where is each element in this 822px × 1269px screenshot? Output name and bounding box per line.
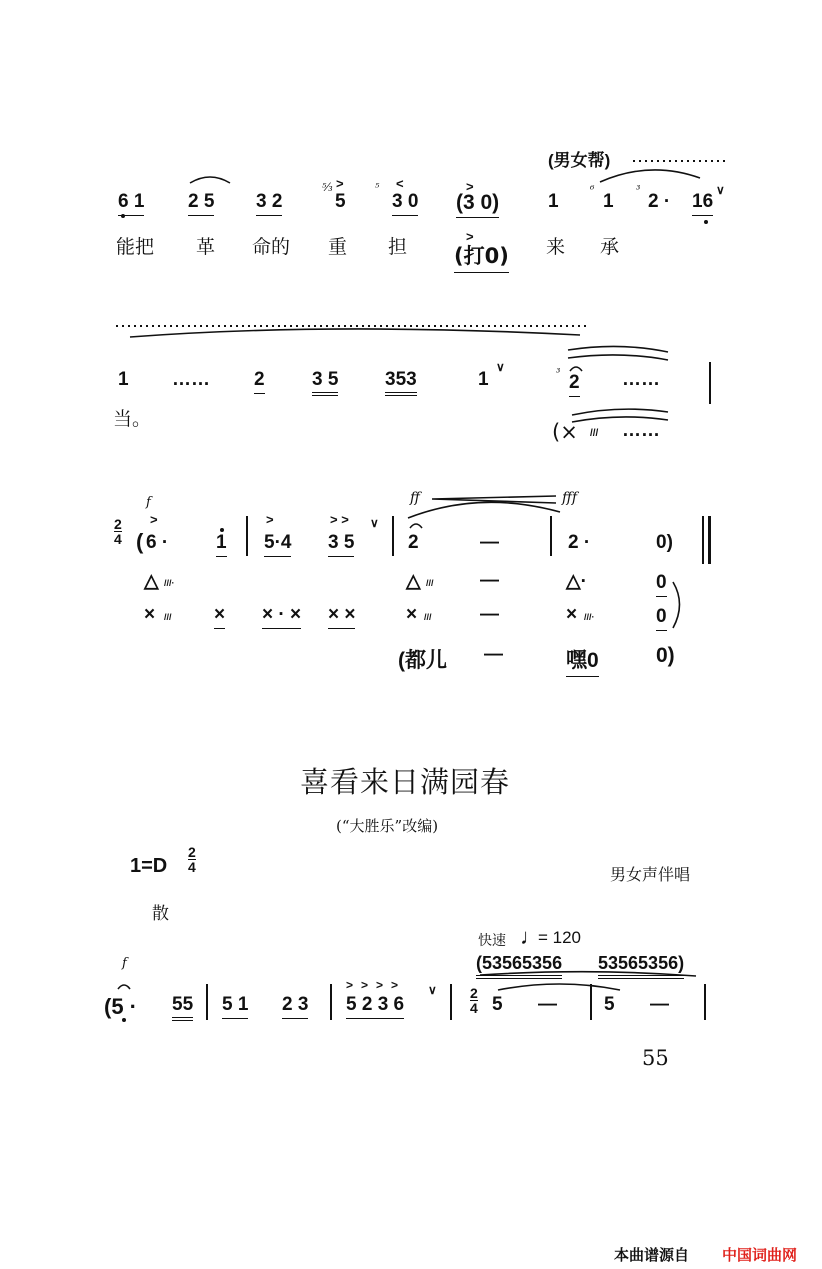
performer-label: 男女声伴唱 bbox=[610, 865, 691, 884]
dynamic-mark: ff bbox=[410, 490, 420, 506]
note-group: 1 bbox=[548, 191, 559, 212]
perc-note: — bbox=[480, 570, 499, 591]
dynamic-mark: fff bbox=[562, 490, 578, 506]
perc-note: × bbox=[406, 604, 418, 625]
song-subtitle: (“大胜乐”改编) bbox=[336, 817, 439, 835]
note-group: — bbox=[480, 532, 499, 553]
perc-mark: (× bbox=[552, 420, 578, 444]
lyric: 担 bbox=[388, 236, 408, 258]
breath-mark: ∨ bbox=[428, 983, 437, 997]
grace-mark: ⁵ bbox=[375, 181, 380, 194]
lyric: 革 bbox=[196, 236, 216, 258]
fermata-mark bbox=[410, 524, 422, 528]
tremolo-mark: ///· bbox=[164, 578, 175, 588]
bar-line bbox=[246, 516, 248, 556]
breath-mark: ∨ bbox=[370, 516, 379, 530]
note-group: 2 bbox=[408, 532, 419, 553]
song-note: 5 bbox=[492, 994, 503, 1015]
slur-mark bbox=[498, 984, 620, 990]
note-group: 2 bbox=[569, 372, 580, 397]
note-group: …… bbox=[172, 369, 210, 390]
slur-mark bbox=[572, 409, 668, 415]
song-note: 55 bbox=[172, 994, 193, 1021]
slur-mark bbox=[600, 170, 700, 182]
grace-mark: ⁶ bbox=[590, 183, 595, 196]
time-signature: 2 4 bbox=[470, 985, 478, 1016]
tremolo-mark: /// bbox=[590, 428, 599, 439]
note-group: …… bbox=[622, 369, 660, 390]
perc-note: × bbox=[566, 604, 578, 625]
tremolo-mark: /// bbox=[426, 578, 434, 588]
breath-mark: ∨ bbox=[496, 360, 505, 374]
note-group: 5 bbox=[335, 191, 346, 212]
bracket-mark bbox=[673, 582, 680, 628]
perc-note: × bbox=[214, 604, 225, 629]
perc-note: △· bbox=[566, 571, 587, 592]
perc-note: × × bbox=[328, 604, 355, 629]
dynamic-mark: f bbox=[122, 956, 127, 971]
quarter-note-icon: ♩ bbox=[520, 924, 542, 949]
song-note: 5 1 bbox=[222, 994, 248, 1019]
bar-line bbox=[550, 516, 552, 556]
accent-mark: < bbox=[396, 176, 404, 191]
bar-line bbox=[206, 984, 208, 1020]
song-note: — bbox=[650, 994, 669, 1015]
grace-mark: ³ bbox=[556, 366, 561, 379]
tremolo-mark: /// bbox=[164, 612, 172, 622]
grace-mark: ⁵⁄₃ bbox=[322, 181, 333, 194]
intro-notes: (53565356 bbox=[476, 953, 562, 979]
bar-line bbox=[450, 984, 452, 1020]
note-group: 1 bbox=[216, 532, 227, 557]
note-group: 2 5 bbox=[188, 191, 214, 216]
perc-note: 0 bbox=[656, 606, 667, 631]
lyric: — bbox=[484, 644, 503, 665]
note-group: 16 bbox=[692, 191, 713, 216]
perc-note: △ bbox=[144, 571, 159, 592]
bar-line bbox=[709, 362, 711, 404]
lyric: 来 bbox=[546, 236, 566, 258]
bar-line bbox=[704, 984, 706, 1020]
grace-mark: ³ bbox=[636, 183, 641, 196]
note-group: 2 · bbox=[568, 532, 591, 553]
accent-mark: > bbox=[466, 179, 474, 194]
tempo-san: 散 bbox=[152, 904, 169, 924]
perc-note: × bbox=[144, 604, 156, 625]
accent-mark: >>>> bbox=[346, 978, 407, 992]
slur-mark bbox=[408, 502, 560, 518]
lyric: (都儿 bbox=[398, 649, 447, 672]
song-note: 2 3 bbox=[282, 994, 308, 1019]
dynamic-mark: f bbox=[146, 495, 151, 510]
lyric: (打0) bbox=[454, 240, 509, 273]
lyric: 命的 bbox=[252, 236, 291, 258]
song-note: 5 2 3 6 bbox=[346, 994, 404, 1019]
footer-source-label: 本曲谱源自 bbox=[614, 1246, 690, 1264]
note-group: 3 5 bbox=[328, 532, 354, 557]
tempo-value: = 120 bbox=[538, 928, 582, 947]
fermata-mark bbox=[118, 985, 130, 989]
perc-note: 0 bbox=[656, 572, 667, 597]
accent-mark: > bbox=[466, 229, 474, 244]
key-signature: 1=D bbox=[130, 855, 168, 877]
note-group: 0) bbox=[656, 532, 673, 553]
fermata-mark bbox=[570, 367, 582, 371]
perc-note: △ bbox=[406, 571, 421, 592]
perc-dots: …… bbox=[622, 420, 660, 441]
accent-mark: > bbox=[266, 512, 274, 527]
slur-mark bbox=[568, 346, 668, 352]
note-group: 5·4 bbox=[264, 532, 291, 557]
note-group: 6 1 bbox=[118, 191, 144, 216]
note-group: 2 bbox=[254, 369, 265, 394]
song-note: (5 · bbox=[104, 994, 137, 1019]
bar-line bbox=[590, 984, 592, 1020]
paren-mark: ( bbox=[136, 529, 144, 554]
note-group: 6 · bbox=[146, 532, 169, 553]
note-group: 3 0 bbox=[392, 191, 418, 216]
perc-note: × · × bbox=[262, 604, 301, 629]
tempo-label: 快速 bbox=[478, 933, 506, 949]
song-title: 喜看来日满园春 bbox=[300, 765, 511, 799]
note-group: 1 bbox=[118, 369, 129, 390]
tremolo-mark: ///· bbox=[584, 612, 595, 622]
perc-note: — bbox=[480, 604, 499, 625]
lyric: 重 bbox=[328, 236, 348, 258]
slur-mark bbox=[190, 177, 230, 183]
breath-mark: ∨ bbox=[716, 183, 725, 197]
bang-label: (男女帮) bbox=[548, 151, 611, 170]
lyric: 当。 bbox=[113, 408, 152, 430]
note-group: 1 bbox=[603, 191, 614, 212]
lyric: 嘿0 bbox=[566, 644, 599, 677]
page-number: 55 bbox=[642, 1046, 669, 1070]
note-group: 3 5 bbox=[312, 369, 338, 396]
accent-mark: > bbox=[336, 176, 344, 191]
note-group: 353 bbox=[385, 369, 417, 396]
note-group: (3 0) bbox=[456, 191, 499, 218]
bar-line bbox=[330, 984, 332, 1020]
song-note: 5 bbox=[604, 994, 615, 1015]
time-signature: 2 4 bbox=[114, 516, 122, 547]
slur-mark bbox=[130, 329, 580, 337]
note-group: 1 bbox=[478, 369, 489, 390]
bar-line bbox=[392, 516, 394, 556]
note-group: 3 2 bbox=[256, 191, 282, 216]
note-group: 2 · bbox=[648, 191, 671, 212]
bar-line bbox=[708, 516, 711, 564]
lyric: 承 bbox=[600, 236, 620, 258]
lyric: 0) bbox=[656, 644, 675, 667]
intro-notes: 53565356) bbox=[598, 953, 684, 979]
lyric: 能把 bbox=[116, 236, 155, 258]
accent-mark: > > bbox=[330, 512, 349, 527]
accent-mark: > bbox=[150, 512, 158, 527]
footer-site-link[interactable]: 中国词曲网 bbox=[722, 1246, 798, 1264]
time-signature: 2 4 bbox=[188, 844, 196, 875]
tremolo-mark: /// bbox=[424, 612, 432, 622]
slur-mark bbox=[568, 355, 668, 360]
song-note: — bbox=[538, 994, 557, 1015]
bar-line bbox=[702, 516, 704, 564]
